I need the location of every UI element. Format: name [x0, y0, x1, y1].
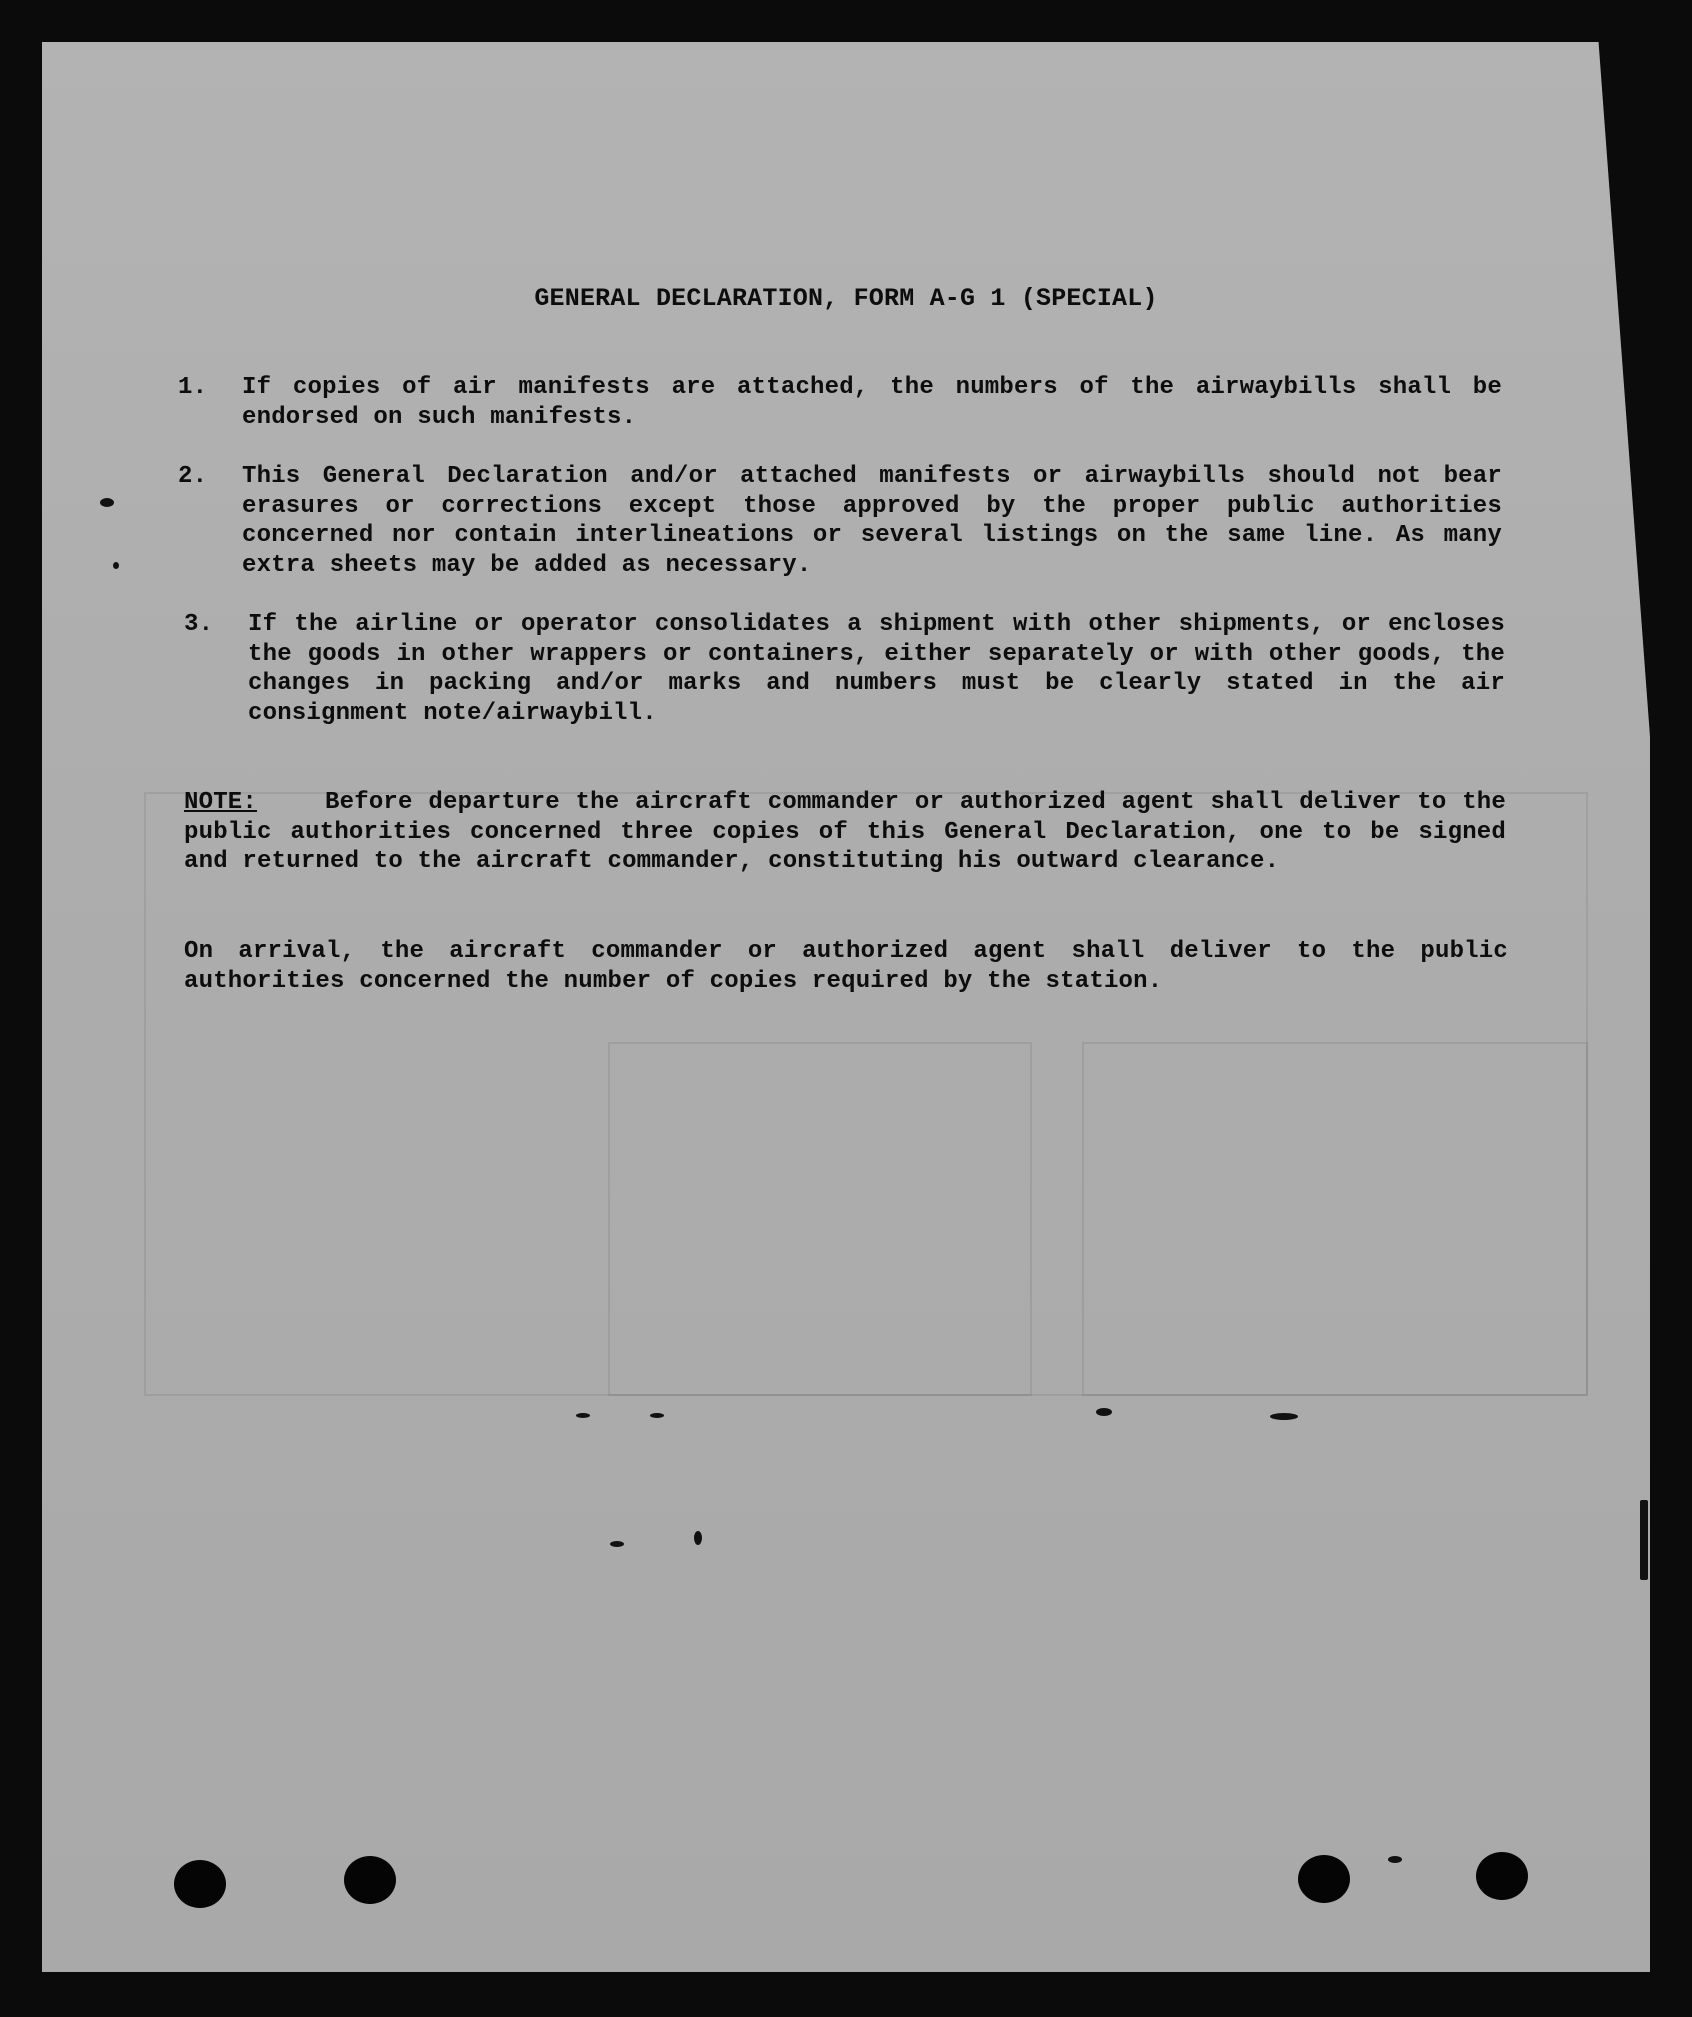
scan-speck — [610, 1541, 624, 1547]
arrival-paragraph: On arrival, the aircraft commander or authorized agent shall deliver to the public authorities concerned the number of copies required by the station. — [184, 938, 1508, 995]
item-text: If the airline or operator consolidates a shipment with other shipments, or encloses the goods in other wrappers or containers, either separately or with other goods, the changes in packing and/or marks and numbers must be clearly stated in the air consignment note/airwaybill. — [248, 611, 1505, 727]
scan-speck — [694, 1531, 702, 1545]
note-paragraph — [184, 788, 1506, 877]
item-number: 3. — [184, 611, 214, 638]
item-text: This General Declaration and/or attached manifests or airwaybills should not bear erasures or corrections except those approved by the proper public authorities concerned nor contain interlineations or several listings on the same line. As many extra sheets may be added as necessary. — [242, 463, 1502, 579]
scan-speck — [113, 562, 119, 569]
list-item-1 — [178, 373, 1503, 435]
scan-speck — [576, 1413, 590, 1418]
punch-hole — [1298, 1855, 1350, 1903]
scan-speck — [100, 498, 114, 507]
note-text: Before departure the aircraft commander or authorized agent shall deliver to the public authorities concerned three copies of this General Declaration, one to be signed and returned to the aircraft commander, constituting his outward clearance. — [184, 789, 1506, 875]
punch-hole — [174, 1860, 226, 1908]
item-number: 2. — [178, 463, 208, 490]
document-title: GENERAL DECLARATION, FORM A-G 1 (SPECIAL) — [534, 284, 1158, 313]
scan-speck — [1096, 1408, 1112, 1416]
list-item-3 — [184, 610, 1506, 730]
scan-speck — [650, 1413, 664, 1418]
punch-hole — [1476, 1852, 1528, 1900]
item-text: If copies of air manifests are attached, the numbers of the airwaybills shall be endorsed on such manifests. — [242, 374, 1502, 431]
scan-speck — [1640, 1500, 1648, 1580]
punch-hole — [344, 1856, 396, 1904]
item-number: 1. — [178, 374, 208, 401]
scan-speck — [1388, 1856, 1402, 1863]
scan-speck — [1270, 1413, 1298, 1420]
note-label: NOTE: — [184, 789, 258, 816]
list-item-2 — [178, 462, 1503, 582]
